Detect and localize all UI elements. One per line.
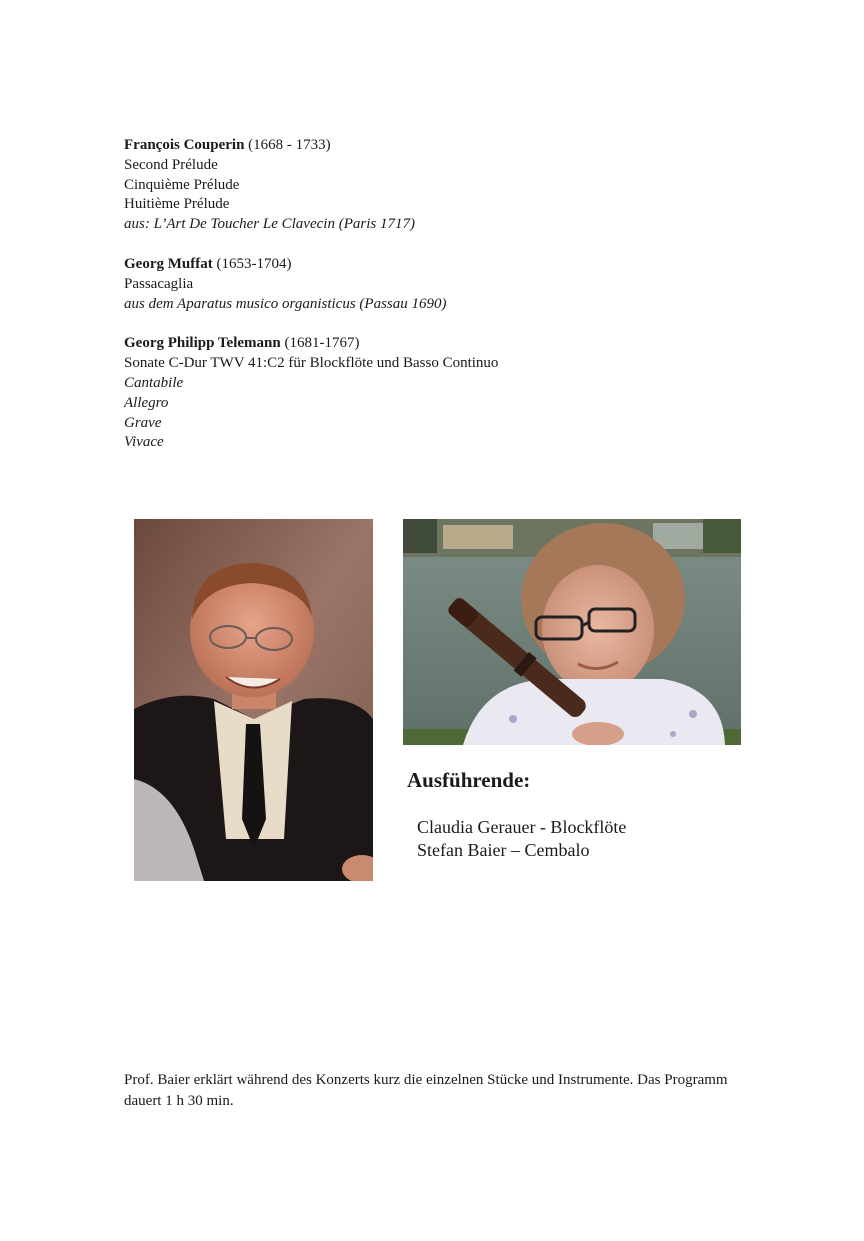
composer-line (124, 136, 764, 156)
composer-name: François Couperin (124, 137, 245, 153)
movement: Vivace (124, 434, 164, 451)
composer-name: Georg Muffat (124, 255, 213, 272)
piece-title: Sonate C-Dur TWV 41:C2 für Blockflöte und Basso Continuo (124, 355, 499, 372)
piece-source: aus: L’Art De Toucher Le Clavecin (Paris 1717) (124, 216, 415, 233)
program-block-muffat (124, 255, 764, 314)
portrait-image (134, 519, 373, 881)
composer-line (124, 334, 764, 354)
movement: Cantabile (124, 374, 184, 391)
composer-line (124, 255, 764, 275)
composer-dates: (1681-1767) (284, 335, 360, 352)
performer-item: Claudia Gerauer - Blockflöte (417, 817, 627, 837)
piece-title: Second Prélude (124, 156, 218, 173)
piece-title: Cinquième Prélude (124, 176, 240, 193)
performer-item: Stefan Baier – Cembalo (417, 840, 590, 860)
movement: Allegro (124, 394, 169, 411)
portrait-image (403, 519, 741, 745)
composer-name: Georg Philipp Telemann (124, 335, 281, 352)
portrait-photo-cembalist (134, 519, 373, 881)
concert-program (124, 136, 764, 473)
footer-note: Prof. Baier erklärt während des Konzerts kurz die einzelnen Stücke und Instrumente. Das Programm dauert 1 h 30 min. (124, 1072, 728, 1109)
movement: Grave (124, 414, 162, 431)
composer-dates: (1668 - 1733) (248, 137, 331, 153)
piece-source: aus dem Aparatus musico organisticus (Passau 1690) (124, 295, 447, 312)
program-block-couperin (124, 136, 764, 235)
portrait-photo-recorder-player (403, 519, 741, 745)
piece-title: Huitième Prélude (124, 196, 230, 213)
performers-list (417, 816, 626, 862)
composer-dates: (1653-1704) (216, 255, 292, 272)
performers-heading: Ausführende: (407, 768, 531, 792)
piece-title: Passacaglia (124, 275, 194, 292)
program-block-telemann (124, 334, 764, 453)
